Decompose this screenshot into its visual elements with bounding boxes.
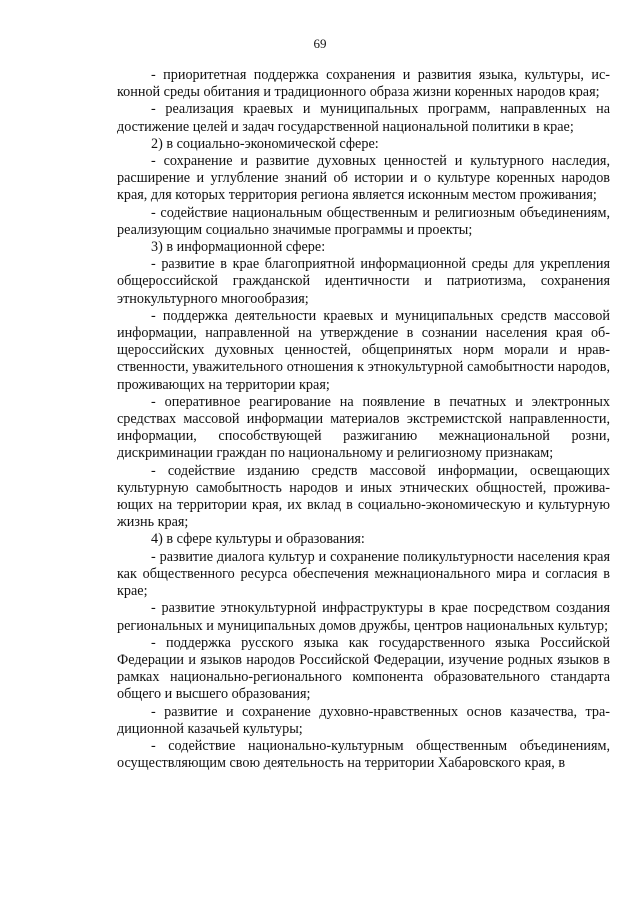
page-number: 69 [313,36,327,51]
paragraph: - реализация краевых и муниципальных программ, направленных на достижение целей и задач государственной национальной политики в крае; [117,101,610,135]
document-body [117,67,610,772]
paragraph: - содействие изданию средств массовой информации, освещающих культурную самобытность народов и иных этнических общностей, проживающих на территории края, их вклад в социально-экономическую и культурную жизнь края; [117,462,610,531]
section-heading: 3) в информационной сфере: [151,239,326,256]
paragraph: - развитие диалога культур и сохранение поликультурности населения края как общественного ресурса обеспечения межнационального мира и согласия в крае; [117,548,610,600]
paragraph: - развитие и сохранение духовно-нравственных основ казачества, традиционной казачьей культуры; [117,703,610,737]
paragraph: - развитие этнокультурной инфраструктуры в крае посредством создания региональных и муниципальных домов дружбы, центров национальных культур; [117,600,610,634]
paragraph: - сохранение и развитие духовных ценностей и культурного наследия, расширение и углубление знаний об истории и о культуре коренных народов края, для которых территория региона является исконным местом проживания; [117,153,610,204]
paragraph: - поддержка деятельности краевых и муниципальных средств массовой информации, направленной на утверждение в сознании населения края общероссийских духовных ценностей, общепринятых норм морали и нравственности, уважительного отношения к этнокультурной самобытности народов, проживающих на территории края; [117,307,610,393]
section-heading: 2) в социально-экономической сфере: [151,135,379,152]
paragraph: - содействие национально-культурным общественным объединениям, осуществляющим свою деятельность на территории Хабаровского края, в [117,737,610,772]
paragraph: - поддержка русского языка как государственного языка Российской Федерации и языков народов Российской Федерации, изучение родных языков в рамках национально-регионального компонента образовательного стандарта общего и высшего образования; [117,634,610,703]
paragraph: - приоритетная поддержка сохранения и развития языка, культуры, исконной среды обитания и традиционного образа жизни коренных народов края; [117,67,610,101]
paragraph: - содействие национальным общественным и религиозным объединениям, реализующим социально значимые программы и проекты; [117,204,610,238]
section-heading: 4) в сфере культуры и образования: [151,531,365,548]
paragraph: - развитие в крае благоприятной информационной среды для укрепления общероссийской гражданской идентичности и патриотизма, сохранения этнокультурного многообразия; [117,256,610,307]
paragraph: - оперативное реагирование на появление в печатных и электронных средствах массовой информации материалов экстремистской направленности, информации, способствующей разжиганию межнациональной розни, дискриминации граждан по национальному и религиозному признакам; [117,393,610,462]
